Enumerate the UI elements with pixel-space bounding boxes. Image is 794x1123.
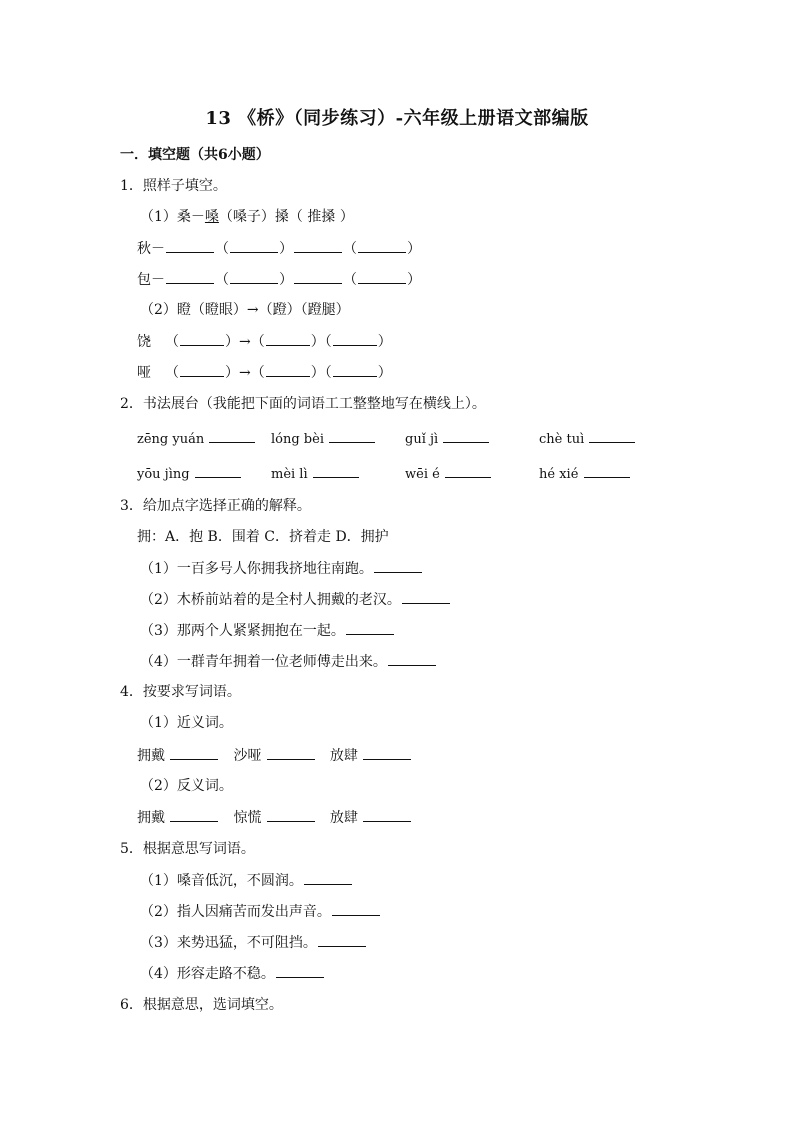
answer-blank[interactable] (402, 590, 450, 604)
q4-word: 拥戴 (137, 810, 165, 826)
q1-prompt: 1．照样子填空。 (120, 178, 227, 194)
q5-prompt: 5．根据意思写词语。 (120, 841, 255, 857)
q3-item (140, 559, 423, 578)
answer-blank[interactable] (294, 270, 342, 284)
pinyin-text: lóng bèi (271, 432, 324, 447)
q3-item-text: （1）一百多号人你拥我挤地往南跑。 (140, 561, 373, 577)
paren-open: （ (324, 334, 332, 350)
q3-item (140, 652, 437, 671)
paren-open: （ (343, 272, 357, 288)
page-title: 13 《桥》（同步练习）-六年级上册语文部编版 (205, 108, 589, 129)
paren-open: （ (343, 241, 357, 257)
answer-blank[interactable] (346, 621, 394, 635)
answer-blank[interactable] (166, 239, 214, 253)
answer-blank[interactable] (363, 746, 411, 760)
answer-blank[interactable] (267, 746, 315, 760)
q4-antonyms-row (137, 808, 412, 827)
answer-blank[interactable] (267, 808, 315, 822)
answer-blank[interactable] (333, 363, 377, 377)
paren-close: ） (279, 272, 293, 288)
q1-row-qiu-label: 秋－ (137, 241, 165, 257)
answer-blank[interactable] (170, 746, 218, 760)
pinyin-item (405, 464, 492, 482)
q3-options: 拥：A．抱 B．围着 C．挤着走 D．拥护 (137, 529, 389, 545)
answer-blank[interactable] (388, 652, 436, 666)
pinyin-item (137, 429, 256, 447)
q3-item-text: （3）那两个人紧紧拥抱在一起。 (140, 623, 345, 639)
answer-blank[interactable] (333, 332, 377, 346)
paren-close: ） (225, 334, 239, 350)
q1-row-ya-label: 哑 (137, 365, 151, 381)
q3-item (140, 590, 451, 609)
q5-item-text: （4）形容走路不稳。 (140, 966, 275, 982)
paren-close: ） (225, 365, 239, 381)
pinyin-item (137, 464, 242, 482)
answer-blank[interactable] (195, 464, 241, 478)
paren-open: （ (165, 365, 179, 381)
answer-blank[interactable] (589, 429, 635, 443)
arrow-icon: → (239, 334, 251, 350)
answer-blank[interactable] (584, 464, 630, 478)
paren-close: ） (310, 334, 325, 350)
answer-blank[interactable] (230, 239, 278, 253)
q3-item-text: （2）木桥前站着的是全村人拥戴的老汉。 (140, 592, 401, 608)
paren-open: （ (250, 365, 265, 381)
paren-close: ） (407, 241, 421, 257)
paren-open: （ (324, 365, 332, 381)
paren-open: （ (165, 334, 179, 350)
pinyin-item (405, 429, 490, 447)
answer-blank[interactable] (304, 871, 352, 885)
paren-close: ） (310, 365, 325, 381)
answer-blank[interactable] (363, 808, 411, 822)
q1-example-1 (140, 208, 354, 226)
answer-blank[interactable] (266, 332, 310, 346)
q1-ex1-word: 嗓 (204, 209, 219, 225)
q4-word: 放肆 (329, 748, 358, 764)
section-heading: 一．填空题（共6小题） (120, 147, 270, 163)
q3-prompt: 3．给加点字选择正确的解释。 (120, 498, 311, 514)
pinyin-item (271, 464, 360, 482)
answer-blank[interactable] (180, 363, 224, 377)
answer-blank[interactable] (170, 808, 218, 822)
paren-close: ） (279, 241, 293, 257)
paren-close: ） (377, 334, 392, 350)
answer-blank[interactable] (230, 270, 278, 284)
q4-word: 沙哑 (233, 748, 262, 764)
answer-blank[interactable] (329, 429, 375, 443)
q1-row-bao (137, 270, 421, 289)
q4-sub2: （2）反义词。 (140, 778, 233, 794)
paren-open: （ (250, 334, 265, 350)
q1-row-qiu (137, 239, 421, 258)
q4-sub1: （1）近义词。 (140, 715, 233, 731)
pinyin-text: chè tuì (539, 432, 585, 447)
answer-blank[interactable] (313, 464, 359, 478)
answer-blank[interactable] (294, 239, 342, 253)
q5-item (140, 964, 325, 983)
q4-word: 放肆 (329, 810, 358, 826)
q1-ex1-rest: （嗓子）搡（ 推搡 ） (218, 209, 354, 225)
answer-blank[interactable] (443, 429, 489, 443)
q1-row-rao-label: 饶 (137, 334, 151, 350)
paren-open: （ (215, 272, 229, 288)
q5-item (140, 902, 381, 921)
paren-close: ） (377, 365, 392, 381)
answer-blank[interactable] (445, 464, 491, 478)
pinyin-item (539, 464, 631, 482)
q5-item-text: （2）指人因痛苦而发出声音。 (140, 904, 331, 920)
pinyin-item (539, 429, 636, 447)
answer-blank[interactable] (209, 429, 255, 443)
pinyin-item (271, 429, 376, 447)
answer-blank[interactable] (166, 270, 214, 284)
q1-row-rao (137, 332, 392, 351)
answer-blank[interactable] (180, 332, 224, 346)
q5-item (140, 933, 367, 952)
q3-item (140, 621, 395, 640)
q1-row-bao-label: 包－ (137, 272, 165, 288)
pinyin-text: guǐ jì (405, 432, 439, 447)
paren-close: ） (407, 272, 421, 288)
pinyin-text: yōu jìng (137, 467, 190, 482)
arrow-icon: → (239, 365, 251, 381)
answer-blank[interactable] (276, 964, 324, 978)
answer-blank[interactable] (318, 933, 366, 947)
q5-item-text: （1）嗓音低沉，不圆润。 (140, 873, 303, 889)
q4-word: 惊慌 (233, 810, 262, 826)
q3-item-text: （4）一群青年拥着一位老师傅走出来。 (140, 654, 387, 670)
q4-prompt: 4．按要求写词语。 (120, 684, 241, 700)
answer-blank[interactable] (358, 270, 406, 284)
q5-item-text: （3）来势迅猛，不可阻挡。 (140, 935, 317, 951)
q1-ex1-prefix: （1）桑－ (140, 209, 205, 225)
answer-blank[interactable] (374, 559, 422, 573)
q5-item (140, 871, 353, 890)
q4-synonyms-row (137, 746, 412, 765)
q1-example-2: （2）瞪（瞪眼）→（蹬）（蹬腿） (140, 302, 350, 318)
pinyin-text: hé xié (539, 467, 579, 482)
answer-blank[interactable] (358, 239, 406, 253)
q2-prompt: 2．书法展台（我能把下面的词语工工整整地写在横线上）。 (120, 396, 486, 412)
q4-word: 拥戴 (137, 748, 165, 764)
q6-prompt: 6．根据意思，选词填空。 (120, 997, 283, 1013)
pinyin-text: mèi lì (271, 467, 308, 482)
pinyin-text: zēng yuán (137, 432, 205, 447)
pinyin-text: wēi é (405, 467, 440, 482)
answer-blank[interactable] (332, 902, 380, 916)
answer-blank[interactable] (266, 363, 310, 377)
q1-row-ya (137, 363, 392, 382)
paren-open: （ (215, 241, 229, 257)
